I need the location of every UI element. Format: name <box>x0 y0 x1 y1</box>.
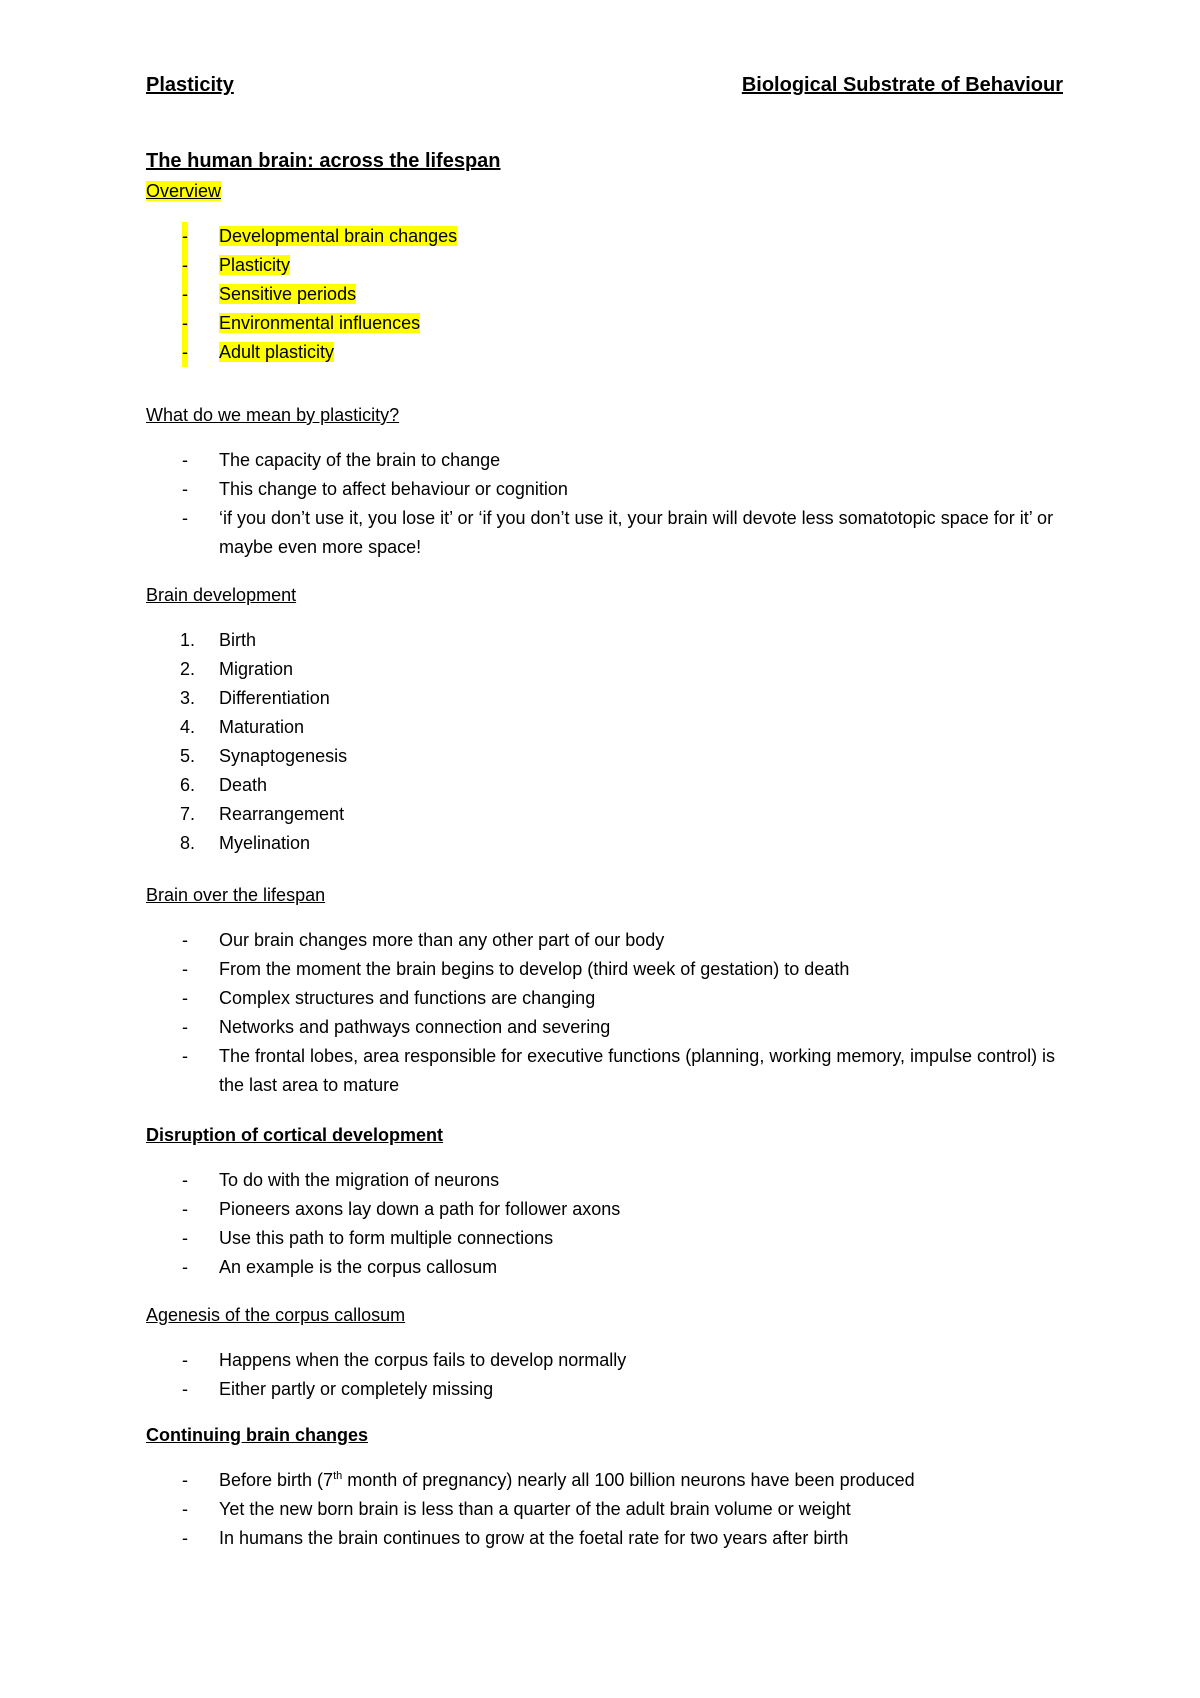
list-item: - Environmental influences <box>146 309 1066 338</box>
list-item: - Yet the new born brain is less than a quarter of the adult brain volume or weight <box>182 1499 851 1519</box>
list-item: - Either partly or completely missing <box>182 1379 494 1399</box>
list-item: - Complex structures and functions are changing <box>182 988 596 1008</box>
list-item: - Before birth (7th month of pregnancy) nearly all 100 billion neurons have been produced <box>182 1470 915 1490</box>
section-heading-overview <box>146 181 221 202</box>
list-item: - The frontal lobes, area responsible for executive functions (planning, working memory, impulse control) is the last area to mature <box>182 1046 1056 1095</box>
header-topic: Plasticity <box>146 74 234 96</box>
list-item: 7. Rearrangement <box>180 804 345 824</box>
list-item: - An example is the corpus callosum <box>182 1257 498 1277</box>
list-item: - Use this path to form multiple connections <box>182 1228 554 1248</box>
agenesis-list <box>146 1346 1066 1404</box>
continuing-list <box>146 1466 1066 1553</box>
list-item: - Networks and pathways connection and severing <box>182 1017 611 1037</box>
list-item: 3. Differentiation <box>180 688 330 708</box>
section-heading-disruption: Disruption of cortical development <box>146 1125 444 1145</box>
list-item: 2. Migration <box>180 659 294 679</box>
overview-heading: Overview <box>146 181 222 201</box>
list-item: - Adult plasticity <box>146 338 1066 367</box>
list-item: - This change to affect behaviour or cognition <box>182 479 568 499</box>
list-item: - Happens when the corpus fails to develop normally <box>182 1350 627 1370</box>
overview-list <box>146 222 1066 367</box>
list-item: 6. Death <box>180 775 268 795</box>
section-heading-plasticity-meaning: What do we mean by plasticity? <box>146 405 400 425</box>
list-item: - In humans the brain continues to grow at the foetal rate for two years after birth <box>182 1528 849 1548</box>
header-course: Biological Substrate of Behaviour <box>741 74 1063 96</box>
list-item: - ‘if you don’t use it, you lose it’ or ‘if you don’t use it, your brain will devote less somatotopic space for it’ or maybe even more space! <box>182 508 1054 557</box>
page-header <box>146 74 1063 97</box>
section-heading-agenesis: Agenesis of the corpus callosum <box>146 1305 406 1325</box>
list-item: - Our brain changes more than any other part of our body <box>182 930 665 950</box>
lifespan-list <box>146 926 1066 1100</box>
list-item: - Plasticity <box>146 251 1066 280</box>
list-item: 8. Myelination <box>180 833 311 853</box>
list-item: - From the moment the brain begins to develop (third week of gestation) to death <box>182 959 850 979</box>
page-title: The human brain: across the lifespan <box>146 150 501 172</box>
section-heading-continuing: Continuing brain changes <box>146 1425 369 1445</box>
brain-development-list <box>146 626 1066 858</box>
list-item: - Sensitive periods <box>146 280 1066 309</box>
list-item: - Developmental brain changes <box>146 222 1066 251</box>
disruption-list <box>146 1166 1066 1282</box>
list-item: 4. Maturation <box>180 717 305 737</box>
section-heading-lifespan: Brain over the lifespan <box>146 885 326 905</box>
list-item: 1. Birth <box>180 630 257 650</box>
list-item: - The capacity of the brain to change <box>182 450 501 470</box>
list-item: - Pioneers axons lay down a path for follower axons <box>182 1199 621 1219</box>
list-item: - To do with the migration of neurons <box>182 1170 500 1190</box>
plasticity-meaning-list <box>146 446 1066 562</box>
list-item: 5. Synaptogenesis <box>180 746 348 766</box>
section-heading-brain-development: Brain development <box>146 585 297 605</box>
